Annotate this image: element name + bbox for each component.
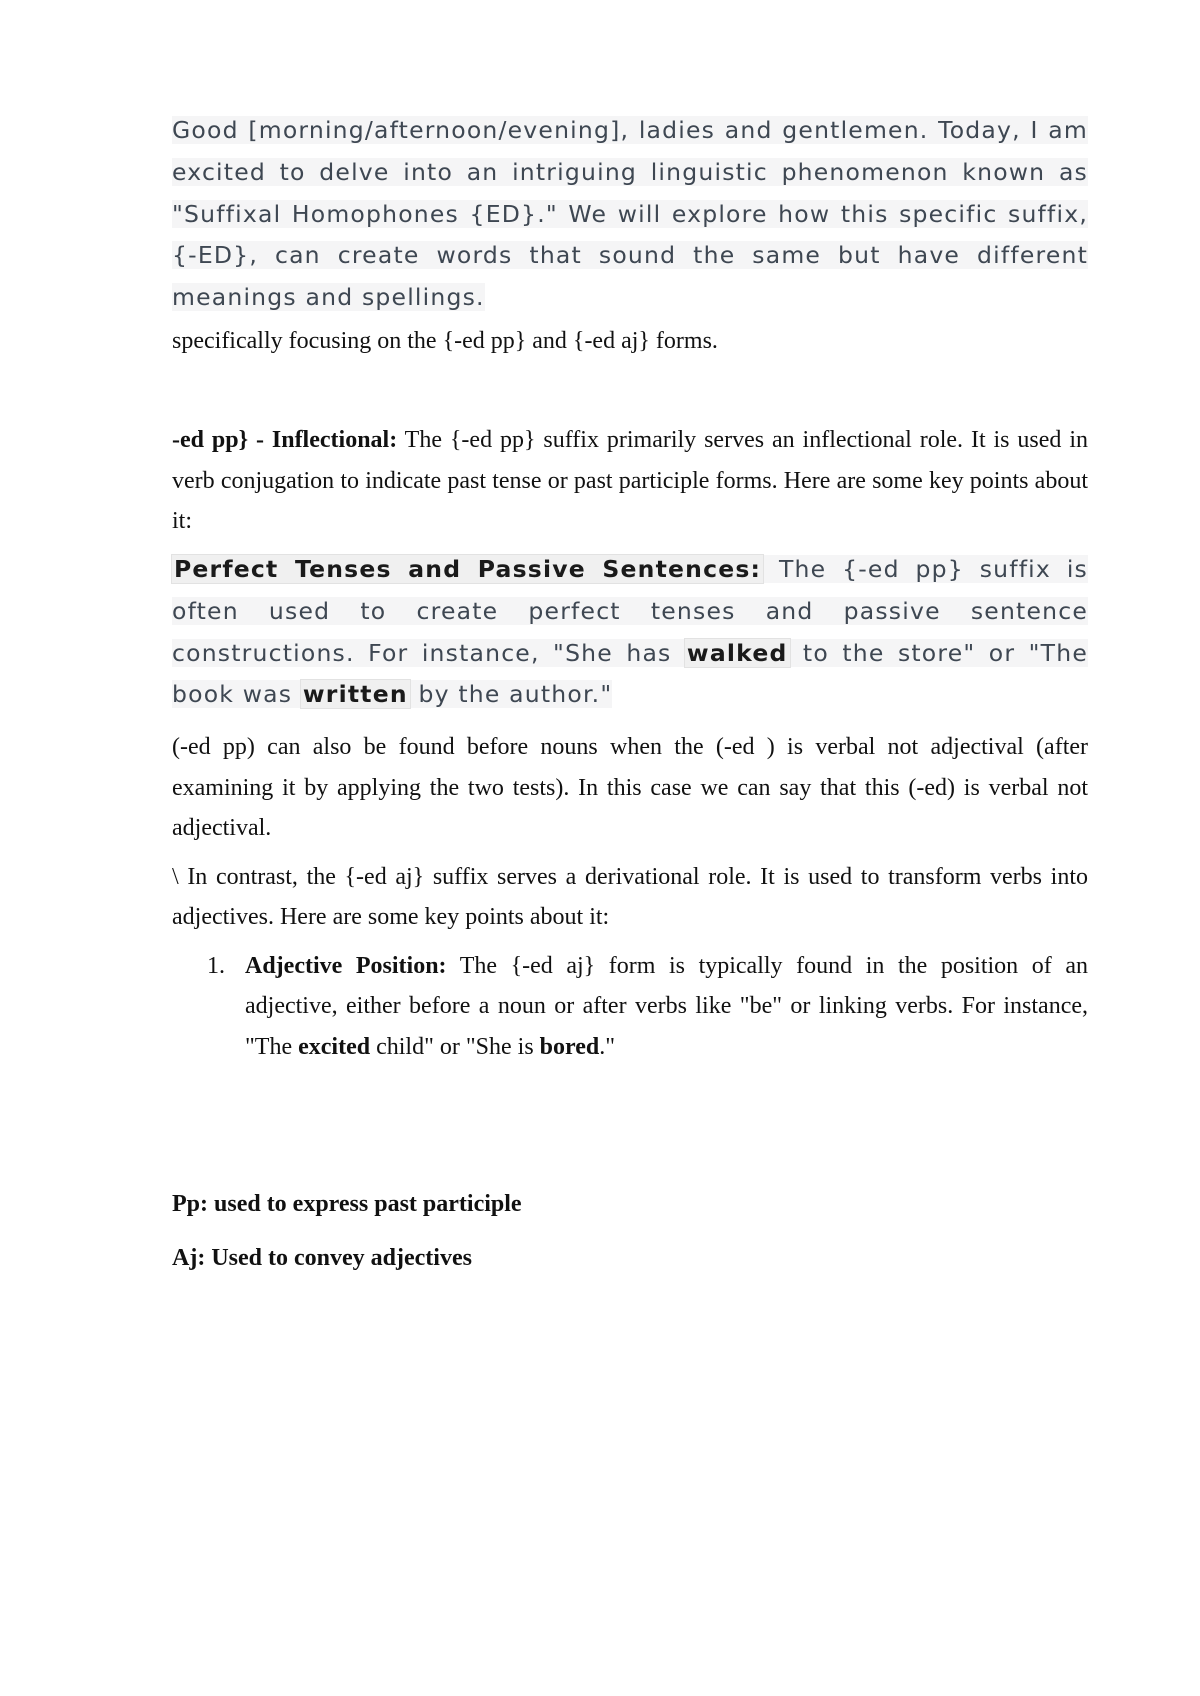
perfect-tenses-paragraph	[172, 549, 1088, 716]
perfect-tenses-heading: Perfect Tenses and Passive Sentences:	[174, 554, 762, 583]
inflectional-paragraph	[172, 420, 1088, 542]
adjective-position-text-2: child" or "She is	[370, 1033, 540, 1060]
intro-text: Good [morning/afternoon/evening], ladies and gentlemen. Today, I am excited to delve into an intriguing linguistic phenomenon known as "Suffixal Homophones {ED}." We will explore how this specific suffix, {-ED}, can create words that sound the same but have different meanings and spellings.	[172, 116, 1088, 312]
list-item	[172, 946, 1088, 1068]
list-item-number: 1.	[207, 952, 225, 979]
key-points-list	[172, 946, 1088, 1068]
inflectional-body: The {-ed pp} suffix primarily serves an inflectional role. It is used in verb conjugation to indicate past tense or past participle forms. Here are some key points about it:	[172, 427, 1088, 535]
definition-aj: Aj: Used to convey adjectives	[172, 1245, 472, 1272]
adjective-position-term: Adjective Position:	[245, 952, 447, 979]
inflectional-lead: -ed pp} -	[172, 427, 272, 454]
adjective-position-text-1: The {-ed aj} form is typically found in the position of an adjective, either before a noun or after verbs like "be" or linking verbs. For instance, "The	[245, 952, 1088, 1060]
perfect-tenses-text-3: by the author."	[409, 680, 613, 709]
example-word-walked: walked	[686, 638, 788, 667]
example-word-bored: bored	[539, 1033, 600, 1060]
contrast-paragraph: \ In contrast, the {-ed aj} suffix serves a derivational role. It is used to transform verbs into adjectives. Here are some key points about it:	[172, 863, 1088, 931]
before-nouns-paragraph: (-ed pp) can also be found before nouns when the (-ed ) is verbal not adjectival (after examining it by applying the two tests). In this case we can say that this (-ed) is verbal not adjectival.	[172, 734, 1088, 842]
definition-pp: Pp: used to express past participle	[172, 1191, 522, 1218]
adjective-position-text-3: ."	[599, 1033, 616, 1060]
example-word-written: written	[302, 680, 408, 709]
intro-tail: specifically focusing on the {-ed pp} and {-ed aj} forms.	[172, 327, 718, 354]
perfect-tenses-text-1: The {-ed pp} suffix is often used to create perfect tenses and passive sentence constructions. For instance, "She has	[172, 554, 1088, 667]
example-word-excited: excited	[298, 1033, 371, 1060]
intro-paragraph	[172, 110, 1088, 319]
inflectional-term: Inflectional:	[271, 427, 398, 454]
document-body	[172, 110, 1088, 1278]
perfect-tenses-text-2: to the store" or "The book was	[172, 638, 1088, 709]
